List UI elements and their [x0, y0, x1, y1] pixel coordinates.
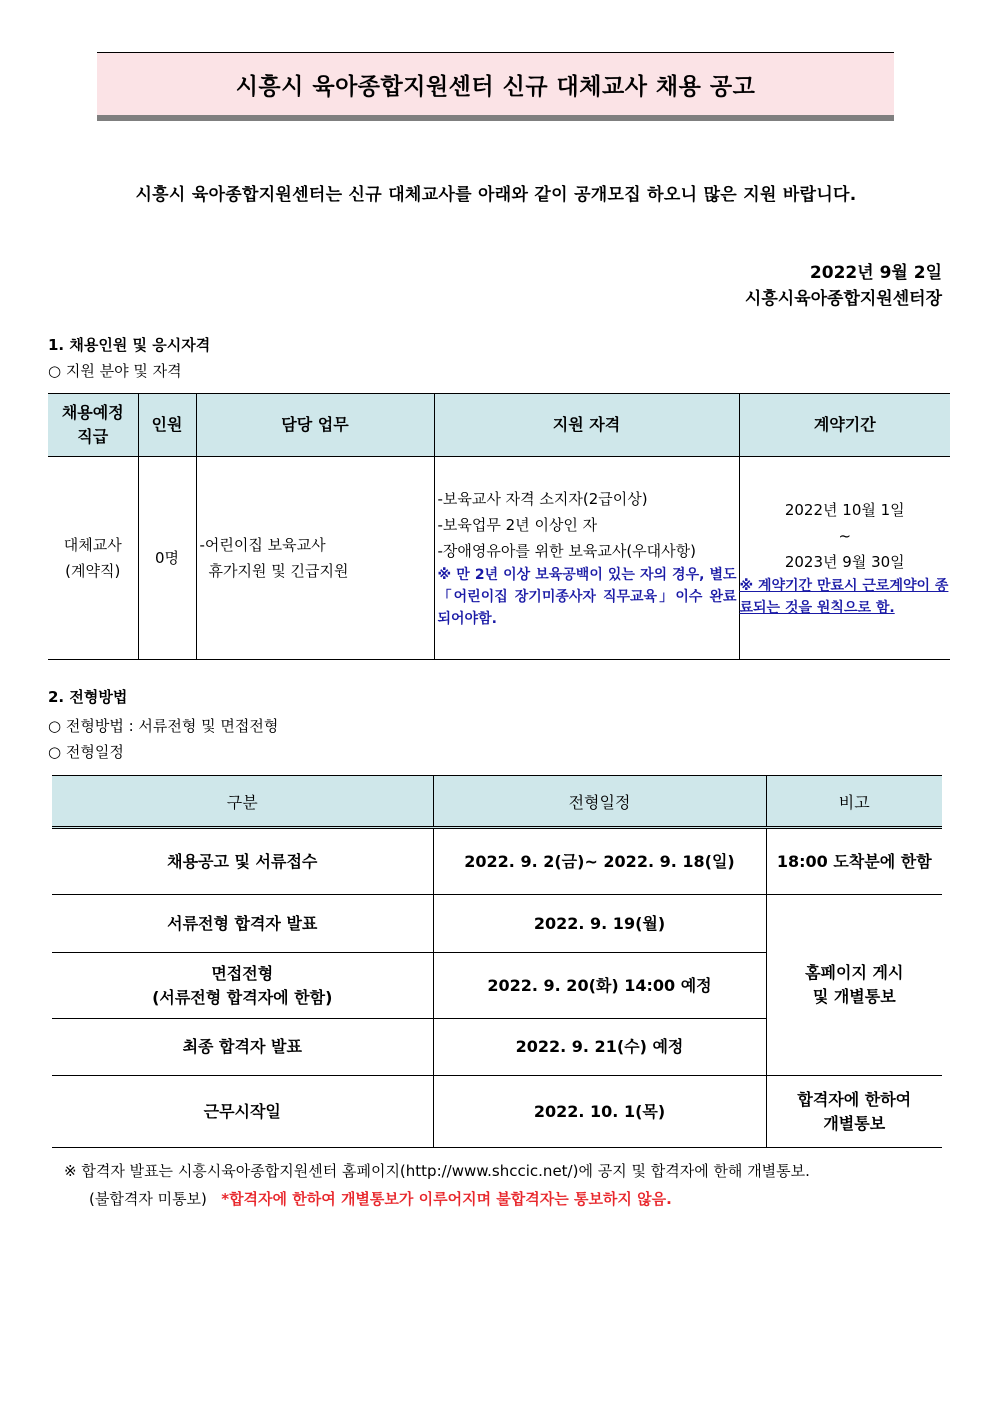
table-row: 근무시작일 2022. 10. 1(목) 합격자에 한하여 개별통보 — [52, 1076, 942, 1148]
table-header-row — [48, 394, 950, 457]
section2-heading: 2. 전형방법 — [48, 688, 128, 706]
cell-duty: -어린이집 보육교사 휴가지원 및 긴급지원 — [196, 457, 434, 660]
footer-notice: ※ 합격자 발표는 시흥시육아종합지원센터 홈페이지(http://www.shccic.net/)에 공지 및 합격자에 한해 개별통보. — [64, 1162, 810, 1180]
header-contract: 계약기간 — [739, 394, 950, 457]
header-position: 채용예정 직급 — [48, 394, 138, 457]
issuer: 시흥시육아종합지원센터장 — [744, 289, 942, 309]
footer-red-note: *합격자에 한하여 개별통보가 이루어지며 불합격자는 통보하지 않음. — [221, 1190, 672, 1208]
header-note: 비고 — [766, 776, 942, 828]
table-header-row — [52, 776, 942, 828]
table-row: 최종 합격자 발표 2022. 9. 21(수) 예정 — [52, 1019, 942, 1076]
schedule-table — [52, 775, 942, 1148]
header-count: 인원 — [138, 394, 196, 457]
notice-date: 2022년 9월 2일 — [809, 263, 942, 283]
table-row — [48, 457, 950, 660]
table-row: 채용공고 및 서류접수 2022. 9. 2(금)~ 2022. 9. 18(일) 18:00 도착분에 한함 — [52, 828, 942, 895]
section1-heading: 1. 채용인원 및 응시자격 — [48, 336, 211, 354]
header-duty: 담당 업무 — [196, 394, 434, 457]
header-category: 구분 — [52, 776, 433, 828]
title-banner — [97, 52, 894, 121]
contract-note: ※ 계약기간 만료시 근로계약이 종료되는 것을 원칙으로 함. — [739, 578, 949, 616]
table-row: 서류전형 합격자 발표 2022. 9. 19(월) 홈페이지 게시 및 개별통보 — [52, 895, 942, 953]
cell-qualification: -보육교사 자격 소지자(2급이상) -보육업무 2년 이상인 자 -장애영유아를 위한 보육교사(우대사항) ※ 만 2년 이상 보육공백이 있는 자의 경우, 별도「어린이집 장기미종사자 직무교육」이수 완료되어야함. — [434, 457, 739, 660]
intro-text: 시흥시 육아종합지원센터는 신규 대체교사를 아래와 같이 공개모집 하오니 많은 지원 바랍니다. — [135, 185, 857, 205]
qualification-note: ※ 만 2년 이상 보육공백이 있는 자의 경우, 별도「어린이집 장기미종사자 직무교육」이수 완료되어야함. — [437, 567, 737, 627]
merged-note-cell: 홈페이지 게시 및 개별통보 — [766, 895, 942, 1076]
header-qualification: 지원 자격 — [434, 394, 739, 457]
page-title: 시흥시 육아종합지원센터 신규 대체교사 채용 공고 — [235, 73, 756, 100]
cell-contract: 2022년 10월 1일 ~ 2023년 9월 30일 ※ 계약기간 만료시 근로계약이 종료되는 것을 원칙으로 함. — [739, 457, 950, 660]
recruitment-table — [48, 393, 950, 660]
cell-position: 대체교사 (계약직) — [48, 457, 138, 660]
footer-notice-2: (불합격자 미통보) *합격자에 한하여 개별통보가 이루어지며 불합격자는 통보하지 않음. — [89, 1190, 672, 1208]
table-row: 면접전형 (서류전형 합격자에 한함) 2022. 9. 20(화) 14:00 예정 — [52, 953, 942, 1019]
header-schedule: 전형일정 — [433, 776, 766, 828]
section2-bullet-method: ○ 전형방법 : 서류전형 및 면접전형 — [48, 717, 279, 735]
section1-bullet: ○ 지원 분야 및 자격 — [48, 362, 182, 380]
section2-bullet-schedule: ○ 전형일정 — [48, 743, 124, 761]
cell-count: 0명 — [138, 457, 196, 660]
